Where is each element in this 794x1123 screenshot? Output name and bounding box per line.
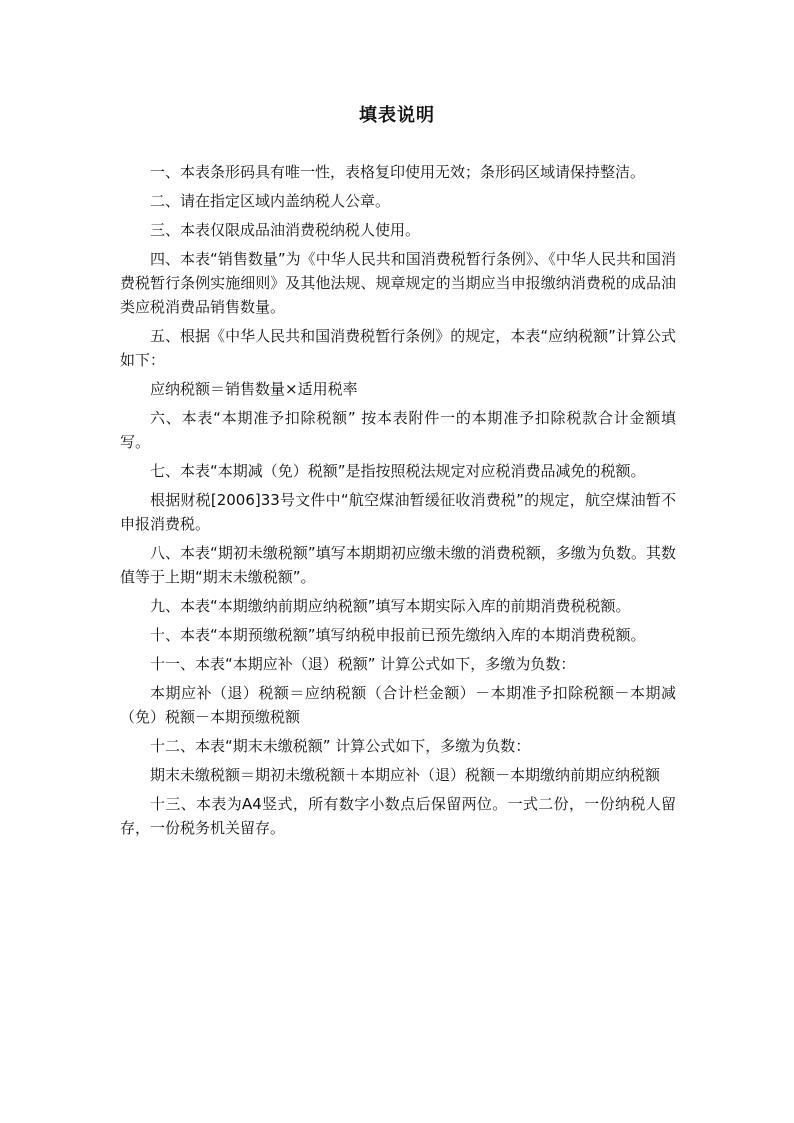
instruction-paragraph-1: 一、本表条形码具有唯一性，表格复印使用无效；条形码区域请保持整洁。 [150, 163, 646, 181]
formula-tax-payable: 应纳税额＝销售数量×适用税率 [150, 380, 358, 398]
instruction-paragraph-7-note: 根据财税[2006]33号文件中“航空煤油暂缓征收消费税”的规定，航空煤油暂不申报消费税。 [120, 491, 676, 533]
instruction-paragraph-12: 十二、本表“期末未缴税额” 计算公式如下，多缴为负数： [150, 737, 531, 755]
instruction-paragraph-5: 五、根据《中华人民共和国消费税暂行条例》的规定，本表“应纳税额”计算公式如下： [120, 327, 676, 369]
instructions-body [120, 160, 676, 845]
page-title: 填表说明 [359, 105, 435, 126]
instruction-paragraph-6: 六、本表“本期准予扣除税额” 按本表附件一的本期准予扣除税款合计金额填写。 [120, 409, 676, 451]
instruction-paragraph-4: 四、本表“销售数量”为《中华人民共和国消费税暂行条例》、《中华人民共和国消费税暂行条例实施细则》及其他法规、规章规定的当期应当申报缴纳消费税的成品油类应税消费品销售数量。 [120, 250, 676, 316]
formula-end-unpaid-tax: 期末未缴税额＝期初未缴税额＋本期应补（退）税额－本期缴纳前期应纳税额 [150, 766, 661, 784]
instruction-paragraph-13: 十三、本表为A4竖式，所有数字小数点后保留两位。一式二份，一份纳税人留存，一份税务机关留存。 [120, 795, 676, 837]
instruction-paragraph-3: 三、本表仅限成品油消费税纳税人使用。 [150, 221, 421, 239]
instruction-paragraph-11: 十一、本表“本期应补（退）税额” 计算公式如下，多缴为负数： [150, 655, 576, 673]
instruction-paragraph-8: 八、本表“期初未缴税额”填写本期期初应缴未缴的消费税额，多缴为负数。其数值等于上期“期末未缴税额”。 [120, 544, 676, 586]
instruction-paragraph-2: 二、请在指定区域内盖纳税人公章。 [150, 192, 391, 210]
instruction-paragraph-9: 九、本表“本期缴纳前期应纳税额”填写本期实际入库的前期消费税税额。 [150, 597, 631, 615]
instruction-paragraph-10: 十、本表“本期预缴税额”填写纳税申报前已预先缴纳入库的本期消费税额。 [150, 626, 646, 644]
instruction-paragraph-7: 七、本表“本期减（免）税额”是指按照税法规定对应税消费品减免的税额。 [150, 462, 646, 480]
formula-supplementary-tax: 本期应补（退）税额＝应纳税额（合计栏金额）－本期准予扣除税额－本期减（免）税额－本期预缴税额 [120, 684, 676, 726]
